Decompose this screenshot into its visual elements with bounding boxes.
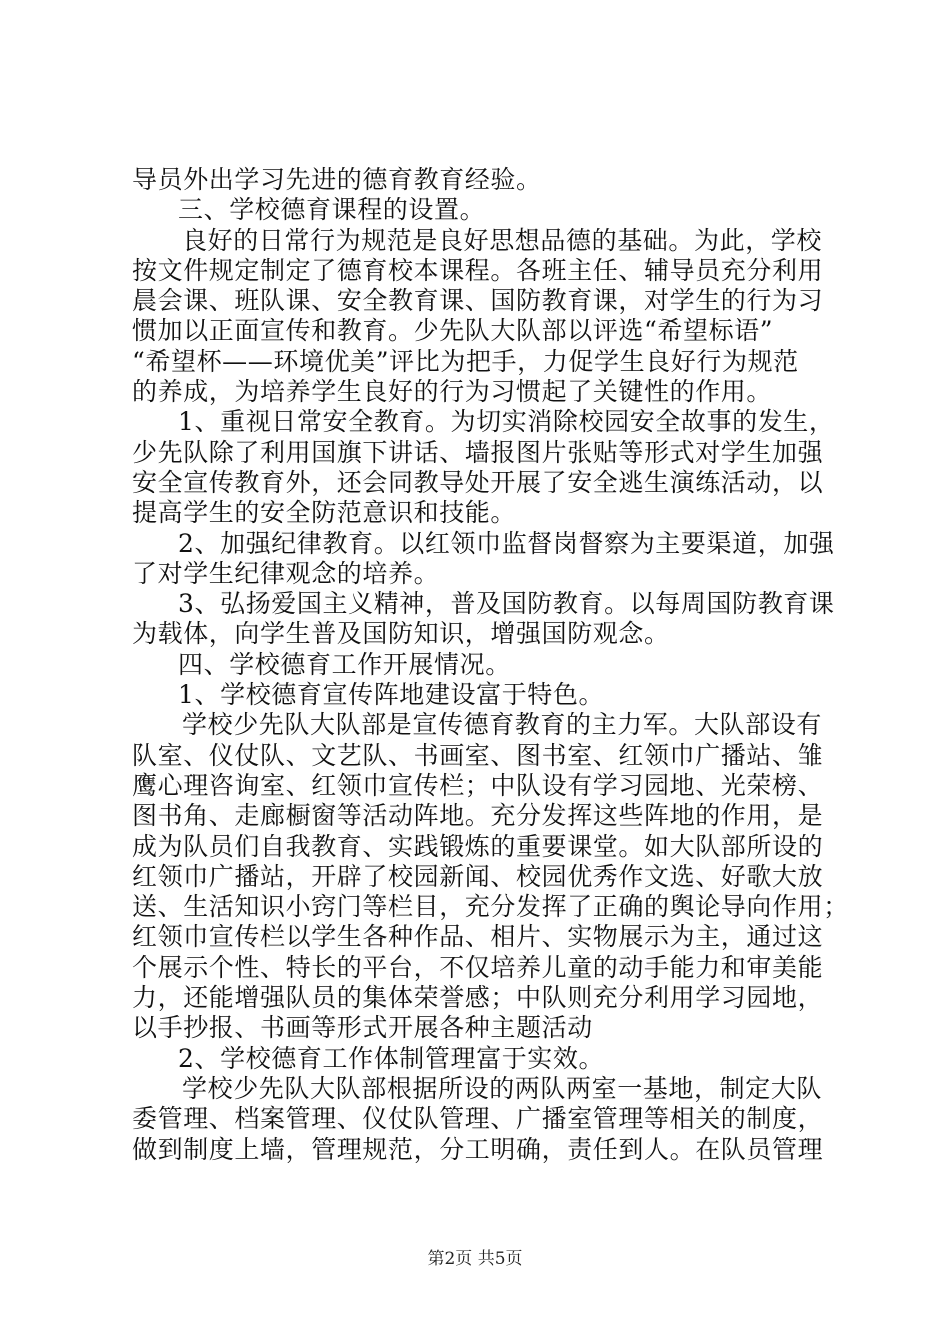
text-line: 送、生活知识小窍门等栏目，充分发挥了正确的舆论导向作用； bbox=[132, 892, 849, 922]
subsection-heading: 2、学校德育工作体制管理富于实效。 bbox=[178, 1043, 605, 1073]
text-line: 2、加强纪律教育。以红领巾监督岗督察为主要渠道，加强 bbox=[178, 528, 835, 558]
document-body bbox=[132, 165, 849, 1165]
text-line: 个展示个性、特长的平台，不仅培养儿童的动手能力和审美能 bbox=[132, 952, 824, 982]
text-line: 成为队员们自我教育、实践锻炼的重要课堂。如大队部所设的 bbox=[132, 831, 824, 861]
text-line: 图书角、走廊橱窗等活动阵地。充分发挥这些阵地的作用，是 bbox=[132, 801, 824, 831]
text-line: 为载体，向学生普及国防知识，增强国防观念。 bbox=[132, 619, 670, 649]
text-line: 提高学生的安全防范意识和技能。 bbox=[132, 498, 517, 528]
text-line: 的养成，为培养学生良好的行为习惯起了关键性的作用。 bbox=[132, 377, 773, 407]
text-line: 红领巾宣传栏以学生各种作品、相片、实物展示为主，通过这 bbox=[132, 922, 824, 952]
text-line: “希望杯——环境优美”评比为把手，力促学生良好行为规范 bbox=[132, 346, 799, 376]
text-line: 导员外出学习先进的德育教育经验。 bbox=[132, 165, 542, 194]
text-line: 学校少先队大队部根据所设的两队两室一基地，制定大队 bbox=[182, 1073, 823, 1103]
text-line: 安全宣传教育外，还会同教导处开展了安全逃生演练活动，以 bbox=[132, 467, 824, 497]
text-line: 队室、仪仗队、文艺队、书画室、图书室、红领巾广播站、雏 bbox=[132, 740, 824, 770]
text-line: 少先队除了利用国旗下讲话、墙报图片张贴等形式对学生加强 bbox=[132, 437, 824, 467]
page-number: 第2页 共5页 bbox=[427, 1249, 523, 1269]
text-line: 按文件规定制定了德育校本课程。各班主任、辅导员充分利用 bbox=[132, 255, 824, 285]
section-heading: 三、学校德育课程的设置。 bbox=[178, 195, 486, 225]
text-line: 3、弘扬爱国主义精神，普及国防教育。以每周国防教育课 bbox=[178, 589, 835, 619]
text-line: 良好的日常行为规范是良好思想品德的基础。为此，学校 bbox=[182, 225, 823, 255]
page-footer bbox=[0, 1244, 950, 1269]
text-line: 惯加以正面宣传和教育。少先队大队部以评选“希望标语” bbox=[132, 316, 774, 346]
text-line: 了对学生纪律观念的培养。 bbox=[132, 558, 440, 588]
text-line: 红领巾广播站，开辟了校园新闻、校园优秀作文选、好歌大放 bbox=[132, 861, 824, 891]
text-line: 委管理、档案管理、仪仗队管理、广播室管理等相关的制度， bbox=[132, 1104, 824, 1134]
section-heading: 四、学校德育工作开展情况。 bbox=[178, 649, 511, 679]
text-line: 学校少先队大队部是宣传德育教育的主力军。大队部设有 bbox=[182, 710, 823, 740]
text-line: 1、重视日常安全教育。为切实消除校园安全故事的发生， bbox=[178, 407, 835, 437]
text-line: 鹰心理咨询室、红领巾宣传栏；中队设有学习园地、光荣榜、 bbox=[132, 770, 824, 800]
text-line: 做到制度上墙，管理规范，分工明确，责任到人。在队员管理 bbox=[132, 1134, 824, 1164]
text-line: 力，还能增强队员的集体荣誉感；中队则充分利用学习园地， bbox=[132, 983, 824, 1013]
text-line: 晨会课、班队课、安全教育课、国防教育课，对学生的行为习 bbox=[132, 286, 824, 316]
subsection-heading: 1、学校德育宣传阵地建设富于特色。 bbox=[178, 680, 605, 710]
text-line: 以手抄报、书画等形式开展各种主题活动 bbox=[132, 1013, 593, 1043]
